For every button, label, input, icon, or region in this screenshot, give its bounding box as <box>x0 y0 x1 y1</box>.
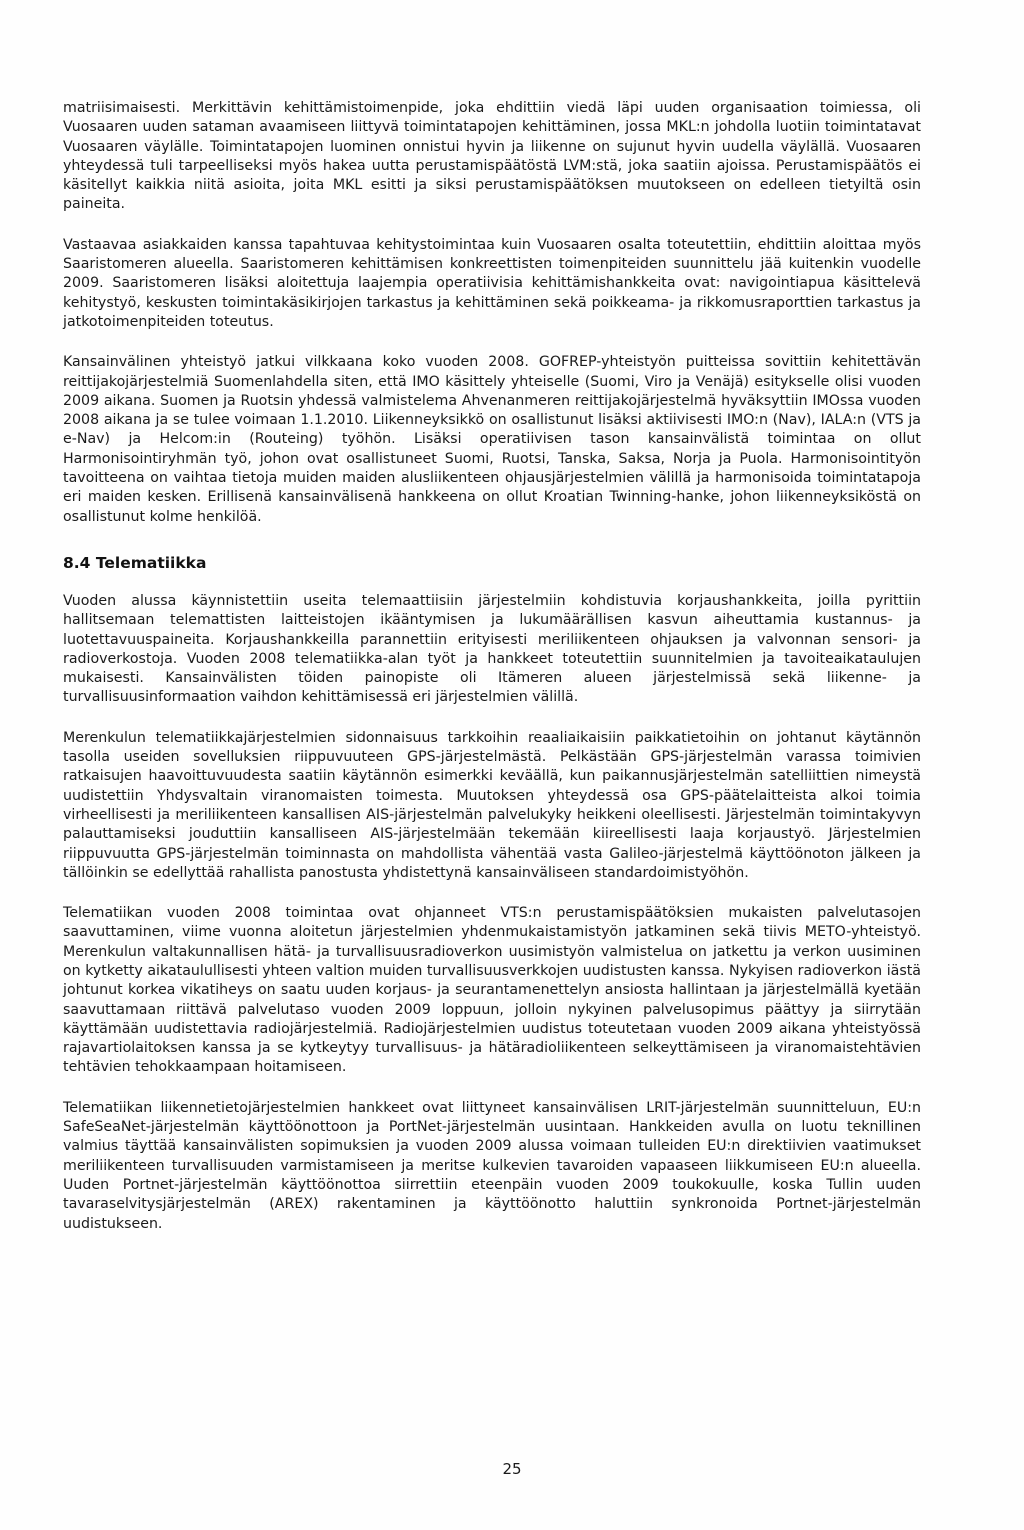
page-number: 25 <box>502 1460 522 1478</box>
section-heading: 8.4 Telematiikka <box>63 553 207 572</box>
paragraph-repair-projects: Vuoden alussa käynnistettiin useita telemaattiisiin järjestelmiin kohdistuvia korjaushankkeita, joilla pyrittiin hallitsemaan telemattisten laitteistojen ikääntymisen ja lukumäärällisen kasvun aiheuttamia kustannus- ja luotettavuuspaineita. Korjaushankkeilla parannettiin erityisesti meriliikenteen ohjauksen ja valvonnan sensori- ja radioverkostoja. Vuoden 2008 telematiikka-alan työt ja hankkeet toteutettiin suunnitelmien ja tavoiteaikataulujen mukaisesti. Kansainvälisten töiden painopiste oli Itämeren alueen järjestelmissä sekä liikenne- ja turvallisuusinformaation vaihdon kehittämisessä eri järjestelmien välillä. <box>63 592 921 706</box>
paragraph-international-cooperation: Kansainvälinen yhteistyö jatkui vilkkaana koko vuoden 2008. GOFREP-yhteistyön puitteissa sovittiin kehitettävän reittijakojärjestelmiä Suomenlahdella siten, että IMO käsittely yhteiselle (Suomi, Viro ja Venäjä) esitykselle olisi vuoden 2009 aikana. Suomen ja Ruotsin yhdessä valmistelema Ahvenanmeren reittijakojärjestelmä hyväksyttiin IMOssa vuoden 2008 aikana ja se tulee voimaan 1.1.2010. Liikenneyksikkö on osallistunut lisäksi aktiivisesti IMO:n (Nav), IALA:n (VTS ja e-Nav) ja Helcom:in (Routeing) työhön. Lisäksi operatiivisen tason kansainvälistä toimintaa on ollut Harmonisointiryhmän työ, johon ovat osallistuneet Suomi, Ruotsi, Tanska, Saksa, Norja ja Puola. Harmonisointityön tavoitteena on vaihtaa tietoja muiden maiden alusliikenteen ohjausjärjestelmien välillä ja harmonisoida toimintatapoja eri maiden kesken. Erillisenä kansainvälisenä hankkeena on ollut Kroatian Twinning-hanke, johon liikenneyksiköstä on osallistunut kolme henkilöä. <box>63 354 921 525</box>
paragraph-traffic-information-systems: Telematiikan liikennetietojärjestelmien hankkeet ovat liittyneet kansainvälisen LRIT-järjestelmän suunnitteluun, EU:n SafeSeaNet-järjestelmän käyttöönottoon ja PortNet-järjestelmän uusintaan. Hankkeiden avulla on luotu teknillinen valmius täyttää kansainvälisten sopimuksien ja vuoden 2009 alussa voimaan tulleiden EU:n direktiivien vaatimukset meriliikenteen turvallisuuden varmistamiseen ja meritse kulkevien tavaroiden vapaaseen liikkumiseen EU:n alueella. Uuden Portnet-järjestelmän käyttöönottoa siirrettiin eteenpäin vuoden 2009 toukokuulle, koska Tullin uuden tavaraselvitysjärjestelmän (AREX) rakentaminen ja käyttöönotto haluttiin synkronoida Portnet-järjestelmän uudistukseen. <box>63 1099 921 1232</box>
paragraph-vts-radio: Telematiikan vuoden 2008 toimintaa ovat ohjanneet VTS:n perustamispäätöksien mukaisten palvelutasojen saavuttaminen, viime vuonna aloitetun järjestelmien yhdenmukaistamistyön jatkaminen sekä tiivis METO-yhteistyö. Merenkulun valtakunnallisen hätä- ja turvallisuusradioverkon uusimistyön valmistelua on jatkettu ja verkon uusiminen on kytketty aikataulullisesti yhteen valtion muiden turvallisuusverkkojen uudistusten kanssa. Nykyisen radioverkon iästä johtunut korkea vikatiheys on saatu uuden korjaus- ja seurantamenettelyn ansiosta hallintaan ja järjestelmällä kyetään saavuttamaan riittävä palvelutaso vuoden 2009 loppuun, jolloin nykyinen palvelusopimus päättyy ja siirrytään käyttämään uudistettavia radiojärjestelmiä. Radiojärjestelmien uudistus toteutetaan vuoden 2009 aikana yhteistyössä rajavartiolaitoksen kanssa ja se kytkeytyy turvallisuus- ja hätäradioliikenteen selkeyttämiseen ja viranomaistehtävien tehtävien tehokkaampaan hoitamiseen. <box>63 905 921 1076</box>
paragraph-gps-dependency: Merenkulun telematiikkajärjestelmien sidonnaisuus tarkkoihin reaaliaikaisiin paikkatietoihin on johtanut käytännön tasolla useiden sovelluksien riippuvuuteen GPS-järjestelmästä. Pelkästään GPS-järjestelmän varassa toimivien ratkaisujen haavoittuvuudesta saatiin käytännön esimerkki keväällä, kun paikannusjärjestelmän satelliittien nimeystä uudistettiin Yhdysvaltain viranomaisten toimesta. Muutoksen yhteydessä osa GPS-päätelaitteista alkoi toimia virheellisesti ja meriliikenteen kansallisen AIS-järjestelmän palvelukyky heikkeni oleellisesti. Järjestelmän toimintakyvyn palauttamiseksi jouduttiin kansalliseen AIS-järjestelmään tekemään kiireellisesti laaja korjaustyö. Järjestelmien riippuvuutta GPS-järjestelmän toiminnasta on mahdollista vähentää vasta Galileo-järjestelmä käyttöönoton jälkeen ja tällöinkin se edellyttää rahallista panostusta yhdistettynä kansainväliseen standardoimistyöhön. <box>63 729 921 881</box>
body-text <box>63 99 921 1255</box>
paragraph-vuosaari: matriisimaisesti. Merkittävin kehittämistoimenpide, joka ehdittiin viedä läpi uuden organisaation toimiessa, oli Vuosaaren uuden sataman avaamiseen liittyvä toimintatapojen kehittäminen, jossa MKL:n johdolla luotiin toimintatavat Vuosaaren väylälle. Toimintatapojen luominen onnistui hyvin ja liikenne on sujunut hyvin uudella väylällä. Vuosaaren yhteydessä tuli tarpeelliseksi myös hakea uutta perustamispäätöstä LVM:stä, joka saatiin ajoissa. Perustamispäätös ei käsitellyt kaikkia niitä asioita, joita MKL esitti ja siksi perustamispäätöksen muutokseen on edelleen tietyiltä osin paineita. <box>63 100 921 213</box>
paragraph-saaristomeri: Vastaavaa asiakkaiden kanssa tapahtuvaa kehitystoimintaa kuin Vuosaaren osalta toteutettiin, ehdittiin aloittaa myös Saaristomeren alueella. Saaristomeren kehittämisen konkreettisten toimenpiteiden suunnittelu jää kuitenkin vuodelle 2009. Saaristomeren lisäksi aloitettuja laajempia operatiivisia kehittämishankkeita ovat: navigointiapua käsittelevä kehitystyö, keskusten toimintakäsikirjojen tarkastus ja kehittäminen sekä poikkeama- ja rikkomusraporttien tarkastus ja jatkotoimenpiteiden toteutus. <box>63 236 921 330</box>
